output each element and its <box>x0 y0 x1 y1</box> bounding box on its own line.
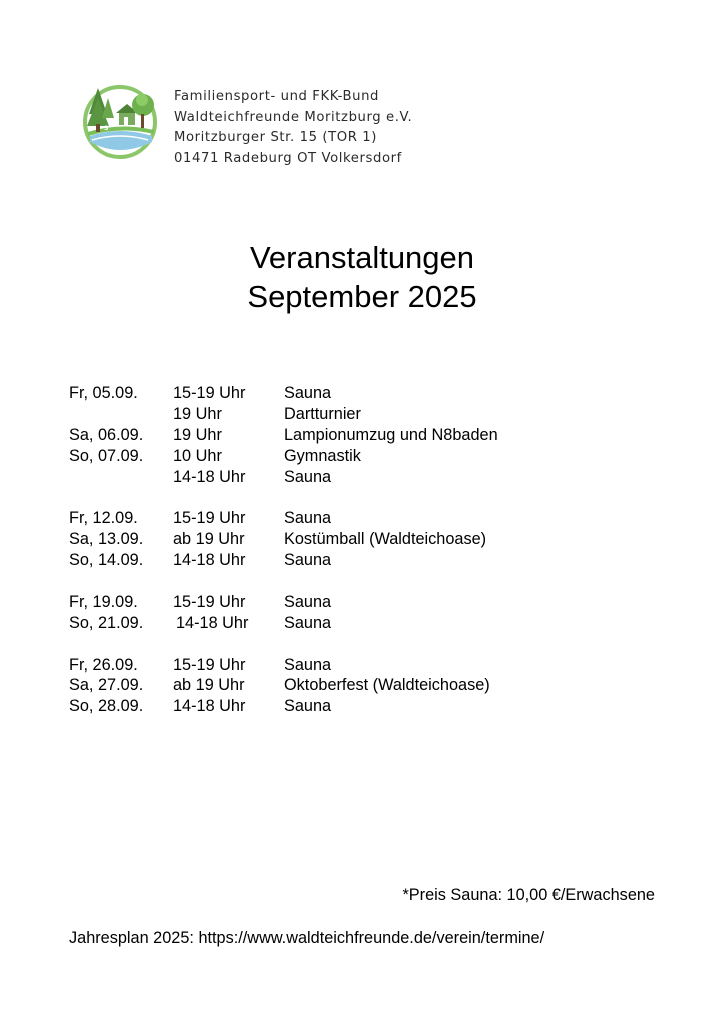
schedule-event: Lampionumzug und N8baden <box>284 425 498 444</box>
schedule-event: Gymnastik <box>284 446 361 465</box>
schedule-event: Sauna <box>284 551 332 570</box>
org-city-line: 01471 Radeburg OT Volkersdorf <box>174 150 402 166</box>
schedule-day: So, 07.09. <box>69 446 144 465</box>
schedule-day: Fr, 26.09. <box>69 655 138 674</box>
schedule-day: Fr, 05.09. <box>69 384 138 402</box>
annual-plan-link-text: Jahresplan 2025: https://www.waldteichfreunde.de/verein/termine/ <box>69 929 545 947</box>
schedule-time: 15-19 Uhr <box>173 592 246 611</box>
schedule-event: Sauna <box>284 509 332 528</box>
schedule-event: Sauna <box>284 467 332 486</box>
schedule-day: Sa, 13.09. <box>69 530 144 549</box>
schedule-event: Dartturnier <box>284 404 361 423</box>
schedule-time: 14-18 Uhr <box>173 551 246 570</box>
title-line-events: Veranstaltungen <box>249 240 475 275</box>
schedule-time: 15-19 Uhr <box>173 384 246 402</box>
org-name-line: Familiensport- und FKK-Bund <box>174 89 380 104</box>
schedule-time: 15-19 Uhr <box>173 655 246 674</box>
schedule-time: ab 19 Uhr <box>173 530 245 549</box>
schedule-event: Oktoberfest (Waldteichoase) <box>284 676 490 695</box>
schedule-time: 14-18 Uhr <box>173 697 246 716</box>
schedule-time: 19 Uhr <box>173 425 222 444</box>
schedule-event: Sauna <box>284 655 332 674</box>
org-club-line: Waldteichfreunde Moritzburg e.V. <box>174 109 413 125</box>
schedule-time: 15-19 Uhr <box>173 509 246 528</box>
sauna-price-note: *Preis Sauna: 10,00 €/Erwachsene <box>402 886 655 904</box>
schedule-event: Sauna <box>284 384 332 402</box>
schedule-event: Sauna <box>284 613 332 632</box>
svg-text:S: S <box>104 125 109 132</box>
schedule-day: So, 14.09. <box>69 551 144 570</box>
org-street-line: Moritzburger Str. 15 (TOR 1) <box>174 130 378 145</box>
schedule-time: 19 Uhr <box>173 404 222 423</box>
schedule-time: 14-18 Uhr <box>176 613 249 632</box>
schedule-day: Sa, 06.09. <box>69 425 144 444</box>
page-title <box>0 238 724 316</box>
schedule-day: So, 28.09. <box>69 697 144 716</box>
schedule-event: Sauna <box>284 592 332 611</box>
schedule-day: Fr, 12.09. <box>69 509 138 528</box>
title-line-month: September 2025 <box>247 279 477 314</box>
schedule-day: Fr, 19.09. <box>69 592 138 611</box>
schedule-time: 14-18 Uhr <box>173 467 246 486</box>
schedule-time: 10 Uhr <box>173 446 222 465</box>
organization-address-block <box>174 87 412 169</box>
logo-trees-house-pond-icon <box>82 84 158 160</box>
schedule-day: Sa, 27.09. <box>69 676 144 695</box>
schedule-event: Kostümball (Waldteichoase) <box>284 530 487 549</box>
schedule-day: So, 21.09. <box>69 613 144 632</box>
schedule-time: ab 19 Uhr <box>173 676 245 695</box>
schedule-event: Sauna <box>284 697 332 716</box>
